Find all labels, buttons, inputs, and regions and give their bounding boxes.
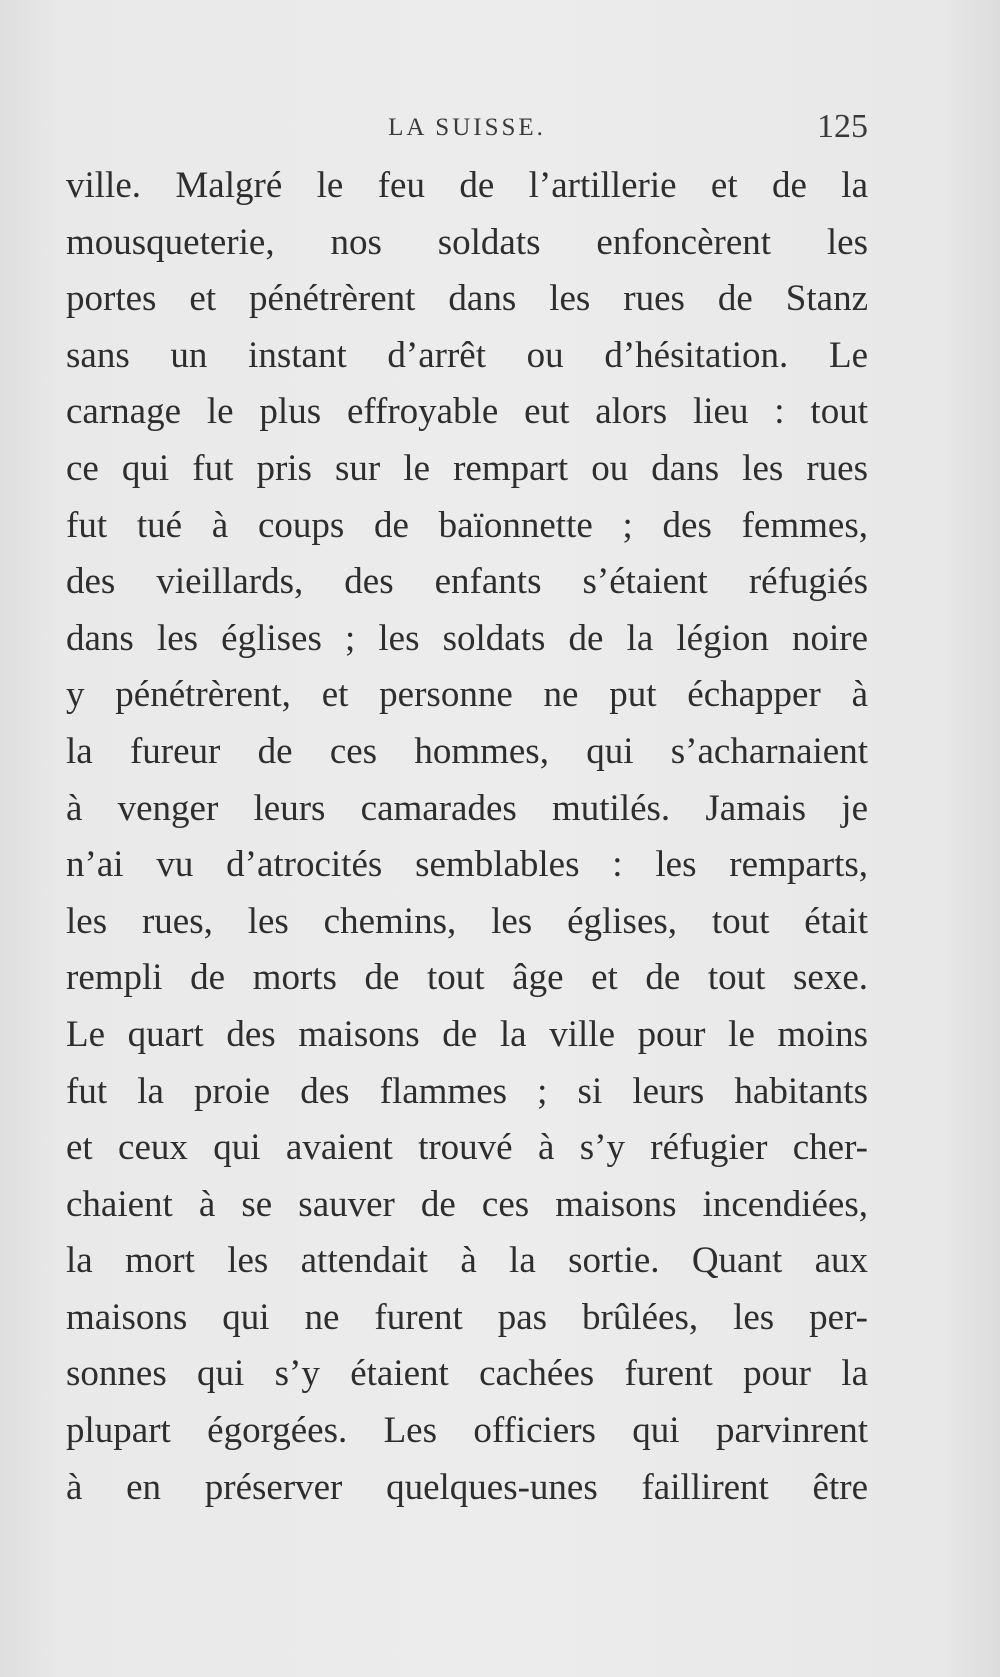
text-line: carnage le plus effroyable eut alors lieu : tout (66, 391, 868, 433)
text-line: et ceux qui avaient trouvé à s’y réfugier cher- (66, 1127, 868, 1169)
text-line: sans un instant d’arrêt ou d’hésitation. Le (66, 334, 868, 376)
text-line: maisons qui ne furent pas brûlées, les per- (66, 1296, 868, 1338)
text-line: chaient à se sauver de ces maisons incendiées, (66, 1183, 868, 1225)
text-line: fut la proie des flammes ; si leurs habitants (66, 1070, 868, 1112)
page-number: 125 (817, 108, 868, 145)
running-title: LA SUISSE. (388, 114, 546, 141)
text-line: à en préserver quelques-unes faillirent être (66, 1466, 868, 1508)
text-line: rempli de morts de tout âge et de tout sexe. (66, 957, 868, 999)
text-line: les rues, les chemins, les églises, tout était (66, 900, 868, 942)
text-line: des vieillards, des enfants s’étaient réfugiés (66, 561, 868, 603)
text-line: plupart égorgées. Les officiers qui parvinrent (66, 1410, 868, 1452)
text-line: sonnes qui s’y étaient cachées furent pour la (66, 1353, 868, 1395)
text-line: la mort les attendait à la sortie. Quant aux (66, 1240, 868, 1282)
text-line: ville. Malgré le feu de l’artillerie et de la (66, 165, 868, 206)
text-line: dans les églises ; les soldats de la légion noire (66, 617, 868, 659)
text-line: la fureur de ces hommes, qui s’acharnaient (66, 730, 868, 772)
text-line: à venger leurs camarades mutilés. Jamais je (66, 787, 868, 829)
text-line: mousqueterie, nos soldats enfoncèrent les (66, 221, 868, 263)
text-line: ce qui fut pris sur le rempart ou dans les rues (66, 447, 868, 489)
running-head (66, 108, 868, 148)
text-line: fut tué à coups de baïonnette ; des femmes, (66, 504, 868, 546)
text-line: Le quart des maisons de la ville pour le moins (66, 1013, 868, 1055)
text-line: n’ai vu d’atrocités semblables : les remparts, (66, 844, 868, 886)
text-line: y pénétrèrent, et personne ne put échapper à (66, 674, 868, 716)
body-text (66, 158, 868, 1516)
text-line: portes et pénétrèrent dans les rues de Stanz (66, 278, 868, 320)
